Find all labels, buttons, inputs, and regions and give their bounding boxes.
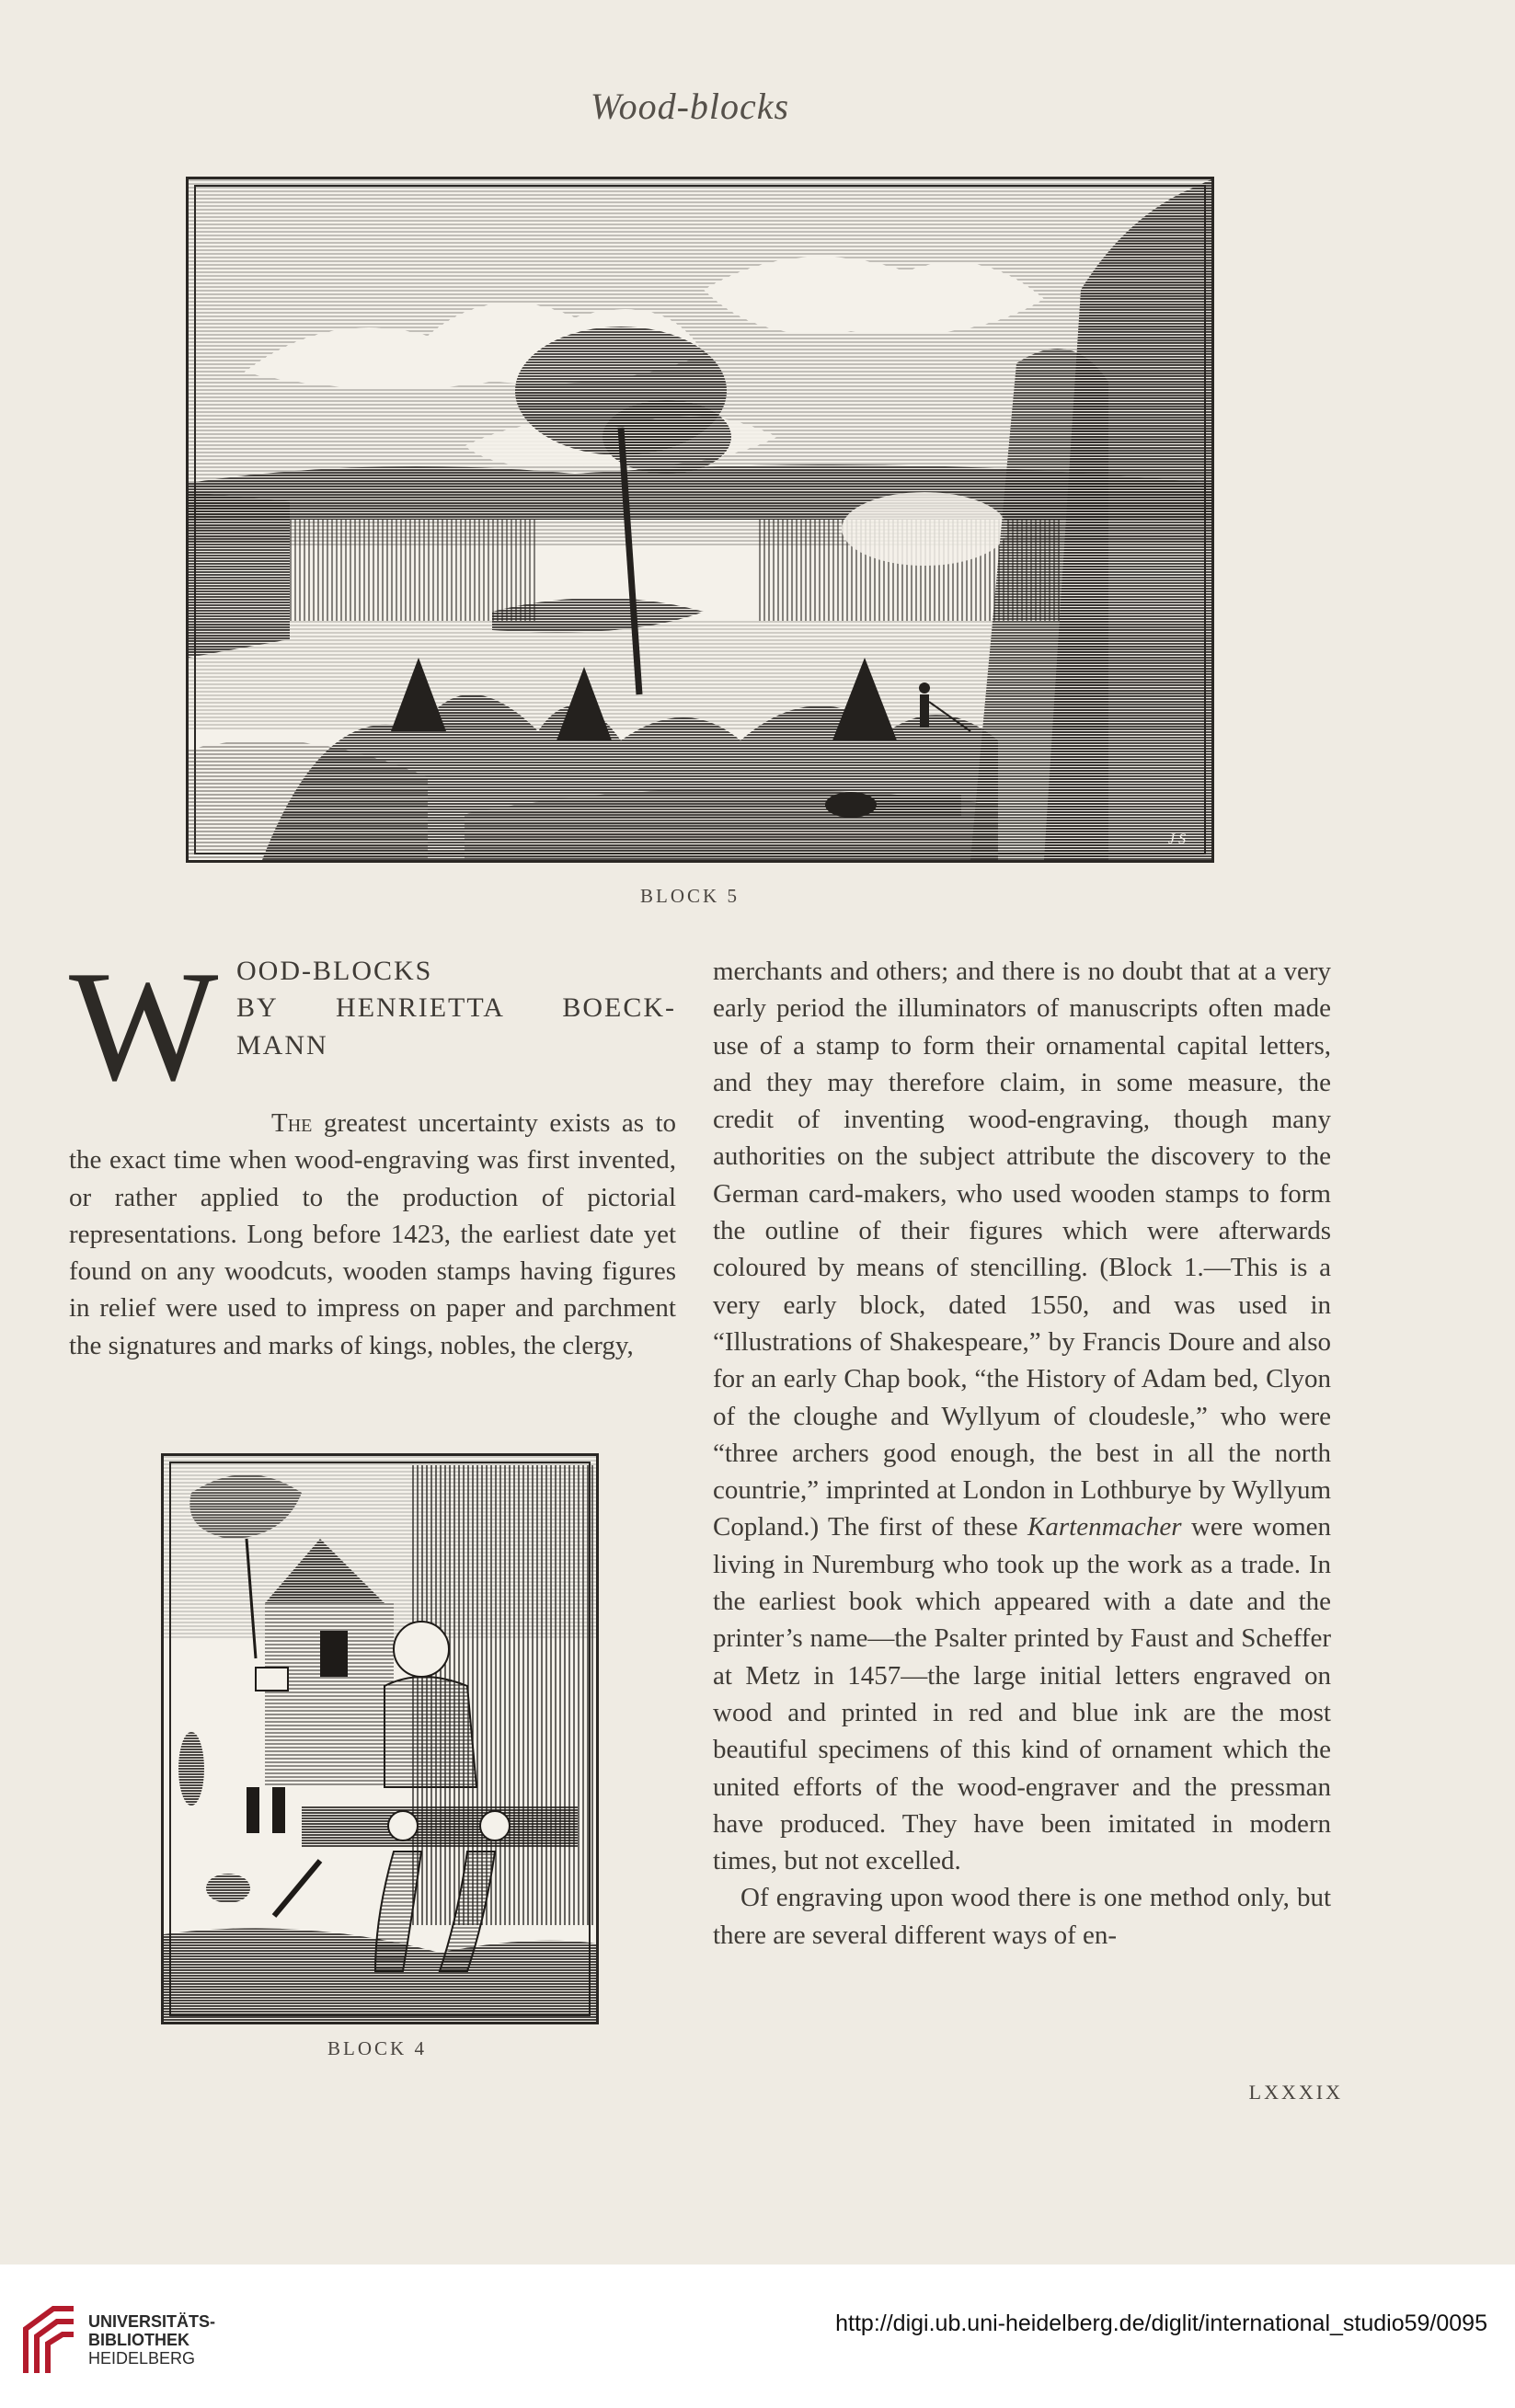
block5-illustration bbox=[186, 177, 1214, 863]
article-left-column bbox=[69, 939, 677, 1364]
library-line-2: BIBLIOTHEK bbox=[88, 2331, 189, 2349]
source-url[interactable]: http://digi.ub.uni-heidelberg.de/diglit/international_studio59/0095 bbox=[835, 2311, 1487, 2336]
paragraph-1-continued bbox=[713, 953, 1331, 1879]
stocks-engraving bbox=[164, 1456, 596, 2022]
block4-illustration bbox=[161, 1453, 599, 2024]
paragraph-1-cont-b: were women living in Nuremburg who took up the work as a trade. In the earliest book which appeared with a date and the printer’s name—the Psalter printed by Faust and Scheffer at Metz in 1457—the large initial letters engraved on wood and printed in red and blue ink are the most beautiful specimens of this kind of ornament which the united efforts of the wood-engraver and the pressman have produced. They have been imitated in modern times, but not excelled. bbox=[713, 1512, 1332, 1876]
library-name bbox=[88, 2312, 215, 2368]
italic-word: Kartenmacher bbox=[1027, 1512, 1182, 1542]
paragraph-1-cont-a: merchants and others; and there is no doubt that at a very early period the illuminators of manuscripts often made use of a stamp to form their ornamental capital letters, and they may therefore claim, in some measure, the credit of inventing wood-engraving, though many authorities on the subject attribute the discovery to the German card-makers, who used wooden stamps to form the outline of their figures which were afterwards coloured by means of stencilling. (Block 1.—This is a very early block, dated 1550, and was used in “Illustrations of Shakespeare,” by Francis Doure and also for an early Chap book, “the History of Adam bed, Clyon of the cloughe and Wyllyum of cloudesle,” who were “three archers good enough, the best in all the north countrie,” imprinted at London in Lothburye by Wyllyum Copland.) The first of these bbox=[713, 957, 1331, 1542]
title-word-henrietta: HENRIETTA bbox=[336, 992, 505, 1024]
block5-caption: BLOCK 5 bbox=[640, 885, 740, 907]
engraver-initials: J S bbox=[1168, 831, 1187, 847]
article-title bbox=[236, 953, 676, 1064]
library-line-1: UNIVERSITÄTS- bbox=[88, 2312, 216, 2331]
paragraph-1-text: greatest uncertainty exists as to the exact time when wood-engraving was first invented, or rather applied to the production of pictorial representations. Long before 1423, the earliest date yet found on any woodcuts, wooden stamps having figures in relief were used to impress on paper and parchment the signatures and marks of kings, nobles, the clergy, bbox=[69, 1108, 677, 1360]
block4-caption: BLOCK 4 bbox=[327, 2037, 427, 2059]
waterfall-engraving bbox=[189, 179, 1211, 860]
title-word-boeck: BOECK- bbox=[562, 992, 676, 1024]
title-word-by: BY bbox=[236, 992, 279, 1024]
title-line-3: MANN bbox=[236, 1029, 328, 1061]
library-logo-icon bbox=[17, 2301, 81, 2377]
page-number: LXXXIX bbox=[1248, 2081, 1343, 2104]
title-line-1: OOD-BLOCKS bbox=[236, 956, 433, 986]
digitization-footer bbox=[0, 2265, 1515, 2408]
paragraph-2: Of engraving upon wood there is one method only, but there are several different ways of en- bbox=[713, 1883, 1331, 1950]
running-head: Wood-blocks bbox=[590, 86, 790, 127]
paragraph-1 bbox=[69, 1105, 676, 1364]
article-right-column bbox=[713, 953, 1331, 1954]
drop-cap: W bbox=[69, 939, 219, 1114]
title-line-2 bbox=[236, 990, 676, 1026]
library-line-3: HEIDELBERG bbox=[88, 2349, 196, 2368]
article-title-block bbox=[69, 939, 676, 1114]
lead-word: The bbox=[271, 1108, 313, 1138]
